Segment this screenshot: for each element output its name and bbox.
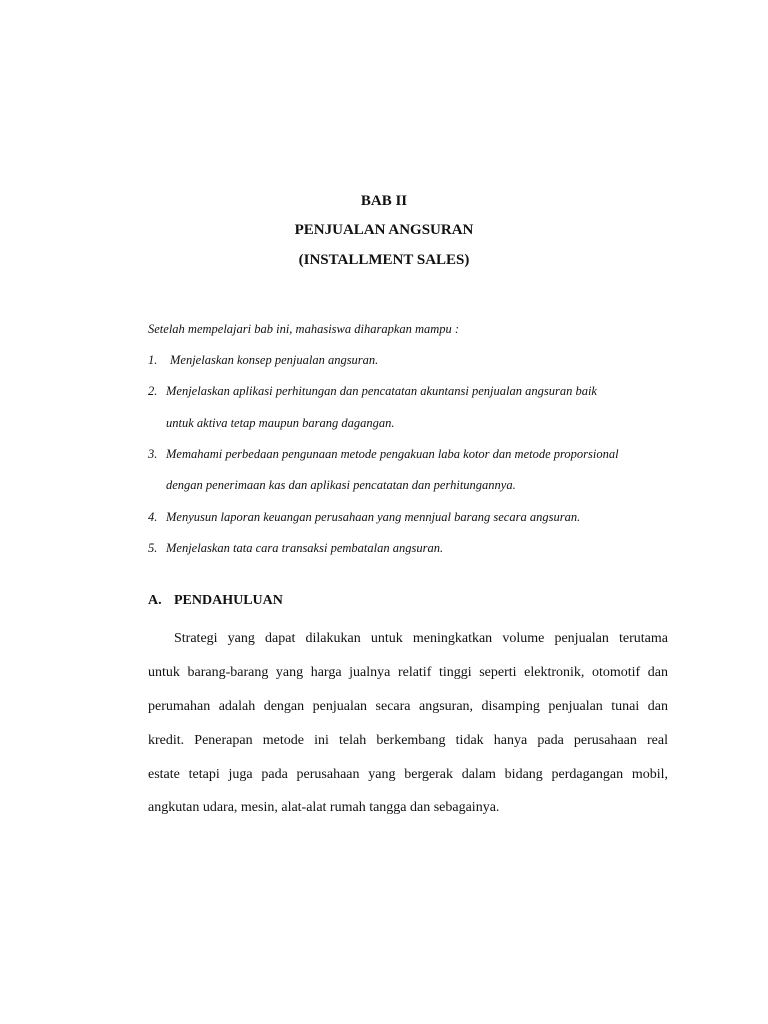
objective-text: Memahami perbedaan pengunaan metode pengakuan laba kotor dan metode proporsional [166,447,619,461]
objective-item-3-continuation: dengan penerimaan kas dan aplikasi pencatatan dan perhitungannya. [166,478,516,492]
objective-item-1 [148,353,378,368]
section-heading [148,593,283,609]
objective-item-5 [148,541,443,556]
paragraph-line: Strategi yang dapat dilakukan untuk meningkatkan volume penjualan terutama [174,631,668,646]
objective-text: Menyusun laporan keuangan perusahaan yang mennjual barang secara angsuran. [166,510,581,524]
paragraph-line: perumahan adalah dengan penjualan secara angsuran, disamping penjualan tunai dan [148,699,668,714]
objective-item-2-continuation: untuk aktiva tetap maupun barang dagangan. [166,416,395,430]
paragraph-line: kredit. Penerapan metode ini telah berkembang tidak hanya pada perusahaan real [148,733,668,748]
paragraph-line: untuk barang-barang yang harga jualnya relatif tinggi seperti elektronik, otomotif dan [148,665,668,680]
objective-text: Menjelaskan tata cara transaksi pembatalan angsuran. [166,541,444,555]
objectives-intro: Setelah mempelajari bab ini, mahasiswa diharapkan mampu : [148,322,460,336]
objective-text: Menjelaskan aplikasi perhitungan dan pencatatan akuntansi penjualan angsuran baik [166,384,597,398]
section-title: PENDAHULUAN [174,593,283,608]
objective-number: 4. [148,510,158,524]
objective-number: 1. [148,353,158,367]
paragraph-line: estate tetapi juga pada perusahaan yang bergerak dalam bidang perdagangan mobil, [148,767,668,782]
chapter-subtitle: (INSTALLMENT SALES) [298,252,470,268]
objective-item-4 [148,510,580,525]
objective-item-2 [148,384,597,399]
objective-number: 2. [148,384,158,398]
objective-number: 3. [148,447,158,461]
section-letter: A. [148,593,162,608]
objective-number: 5. [148,541,158,555]
objective-text: Menjelaskan konsep penjualan angsuran. [170,353,379,367]
objective-item-3 [148,447,619,462]
paragraph-line: angkutan udara, mesin, alat-alat rumah tangga dan sebagainya. [148,800,500,815]
chapter-number: BAB II [360,193,408,209]
chapter-title: PENJUALAN ANGSURAN [294,222,474,238]
